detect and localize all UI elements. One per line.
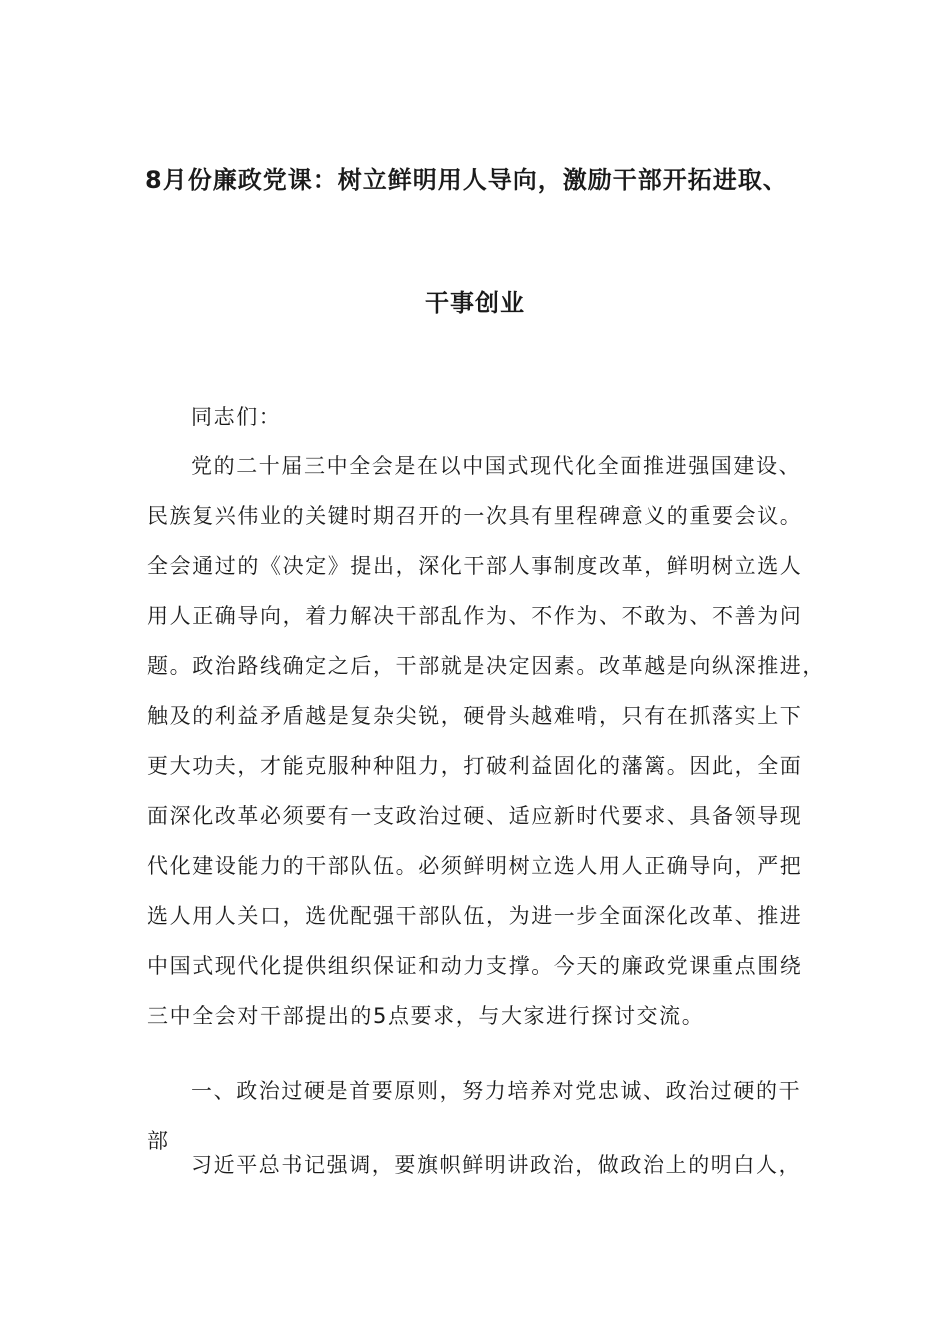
paragraph-section-1 [147, 1140, 827, 1190]
section-heading-line: 部 [147, 1129, 170, 1153]
section-heading-line: 一、政治过硬是首要原则，努力培养对党忠诚、政治过硬的干 [191, 1079, 802, 1103]
paragraph-line: 中国式现代化提供组织保证和动力支撑。今天的廉政党课重点围绕 [147, 954, 803, 978]
paragraph-line: 面深化改革必须要有一支政治过硬、适应新时代要求、具备领导现 [147, 804, 803, 828]
paragraph-line: 代化建设能力的干部队伍。必须鲜明树立选人用人正确导向，严把 [147, 854, 803, 878]
greeting [147, 392, 827, 442]
paragraph-line: 题。政治路线确定之后，干部就是决定因素。改革越是向纵深推进， [147, 654, 825, 678]
greeting-text: 同志们： [191, 405, 282, 429]
paragraph-line: 选人用人关口，选优配强干部队伍，为进一步全面深化改革、推进 [147, 904, 803, 928]
paragraph-line: 三中全会对干部提出的5点要求，与大家进行探讨交流。 [147, 1004, 705, 1028]
document-title-line-2: 干事创业 [425, 289, 525, 317]
paragraph-intro [147, 441, 827, 1041]
paragraph-line: 更大功夫，才能克服种种阻力，打破利益固化的藩篱。因此，全面 [147, 754, 803, 778]
paragraph-line: 党的二十届三中全会是在以中国式现代化全面推进强国建设、 [191, 454, 802, 478]
document-title-line-1: 8月份廉政党课：树立鲜明用人导向，激励干部开拓进取、 [145, 166, 788, 194]
paragraph-line: 全会通过的《决定》提出，深化干部人事制度改革，鲜明树立选人 [147, 554, 803, 578]
paragraph-line: 触及的利益矛盾越是复杂尖锐，硬骨头越难啃，只有在抓落实上下 [147, 704, 803, 728]
paragraph-line: 用人正确导向，着力解决干部乱作为、不作为、不敢为、不善为问 [147, 604, 803, 628]
paragraph-line: 民族复兴伟业的关键时期召开的一次具有里程碑意义的重要会议。 [147, 504, 803, 528]
paragraph-line: 习近平总书记强调，要旗帜鲜明讲政治，做政治上的明白人， [191, 1153, 802, 1177]
